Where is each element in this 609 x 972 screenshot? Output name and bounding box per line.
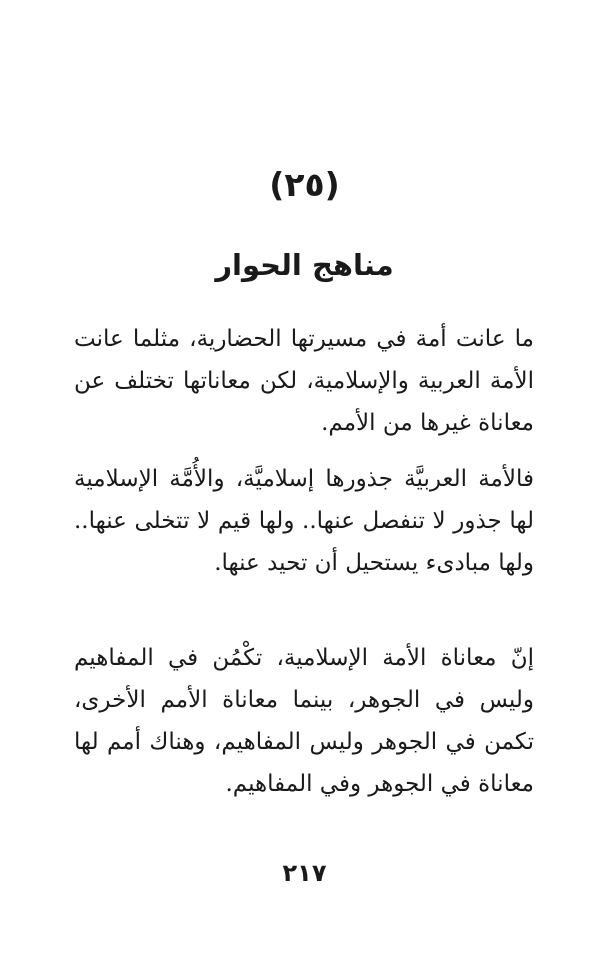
paragraph-3: إنّ معاناة الأمة الإسلامية، تكْمُن في المفاهيم وليس في الجوهر، بينما معاناة الأمم الأخرى، تكمن في الجوهر وليس المفاهيم، وهناك أمم لها معاناة في الجوهر وفي المفاهيم. <box>74 645 534 797</box>
page-number: ٢١٧ <box>282 859 327 887</box>
paragraph-2: فالأمة العربيَّة جذورها إسلاميَّة، والأُمَّة الإسلامية لها جذور لا تنفصل عنها.. ولها قيم لا تتخلى عنها.. ولها مبادىء يستحيل أن تحيد عنها. <box>74 466 534 576</box>
chapter-title: مناهج الحوار <box>215 248 394 282</box>
paragraph-1: ما عانت أمة في مسيرتها الحضارية، مثلما عانت الأمة العربية والإسلامية، لكن معاناتها تختلف عن معاناة غيرها من الأمم. <box>74 326 534 436</box>
chapter-number: (٢٥) <box>269 165 340 204</box>
